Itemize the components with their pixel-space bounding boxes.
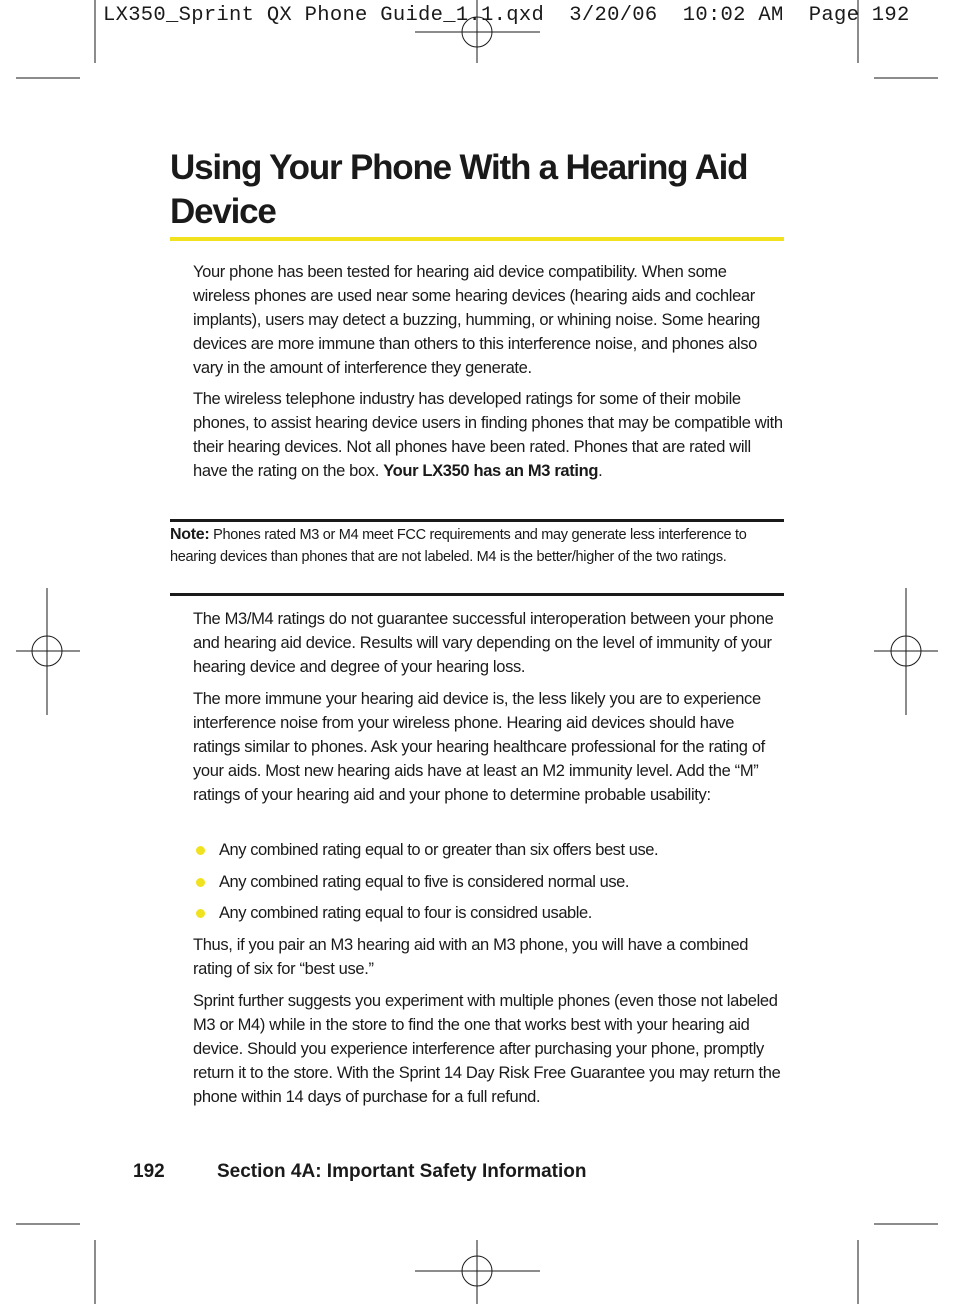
bullet-dot-icon — [196, 846, 205, 855]
bullet-dot-icon — [196, 909, 205, 918]
slug-page-label: Page 192 — [808, 4, 910, 27]
paragraph-m3-m4-ratings: The M3/M4 ratings do not guarantee successful interoperation between your phone and hearing aid device. Results will vary depending on the level of immunity of your hearing device and degree of your hearing loss. — [193, 610, 774, 676]
registration-target-top — [415, 0, 540, 63]
paragraph-ratings-end: . — [598, 462, 603, 480]
paragraph-immunity: The more immune your hearing aid device is, the less likely you are to experience interference noise from your wireless phone. Hearing aid devices should have ratings similar to phones. Ask your hearing healthcare professional for the rating of your aids. Most new hearing aids have at least an M2 immunity level. Add the “M” ratings of your hearing aid and your phone to determine probable usability: — [193, 690, 765, 804]
bullet-text: Any combined rating equal to four is considred usable. — [219, 904, 592, 922]
paragraph-ratings — [193, 387, 785, 483]
note-text: Phones rated M3 or M4 meet FCC requirements and may generate less interference to hearing devices than phones that are not labeled. M4 is the better/higher of the two ratings. — [170, 527, 747, 565]
registration-target-bottom — [415, 1240, 540, 1304]
paragraph-compatibility: Your phone has been tested for hearing aid device compatibility. When some wireless phones are used near some hearing devices (hearing aids and cochlear implants), users may detect a buzzing, humming, or whining noise. Some hearing devices are more immune than others to this interference noise, and phones also vary in the amount of interference they generate. — [193, 263, 760, 377]
bullet-text: Any combined rating equal to five is considered normal use. — [219, 872, 630, 891]
lx350-rating-highlight: Your LX350 has an M3 rating — [383, 462, 599, 480]
paragraph-pairing-example: Thus, if you pair an M3 hearing aid with an M3 phone, you will have a combined rating of six for “best use.” — [193, 936, 749, 978]
section-title: Section 4A: Important Safety Information — [217, 1161, 587, 1182]
title-underline — [170, 237, 784, 241]
page-title-line-1: Using Your Phone With a Hearing Aid — [170, 148, 748, 187]
registration-target-left — [16, 588, 80, 715]
note-bottom-rule — [170, 593, 784, 596]
page-title-line-2: Device — [170, 192, 276, 231]
registration-target-right — [874, 588, 938, 715]
note-box — [170, 524, 770, 568]
page-footer — [133, 1159, 587, 1185]
note-top-rule — [170, 519, 784, 522]
paragraph-ratings-text: The wireless telephone industry has developed ratings for some of their mobile phones, to assist hearing device users in finding phones that may be compatible with their hearing devices. Not all phones have been rated. Phones that are rated will have the rating on the box. — [193, 390, 783, 480]
list-item — [193, 901, 785, 933]
paragraph-sprint-guarantee: Sprint further suggests you experiment with multiple phones (even those not labeled M3 or M4) while in the store to find the one that works best with your hearing aid device. Should you experience interference after purchasing your phone, promptly return it to the store. With the Sprint 14 Day Risk Free Guarantee you may return the phone within 14 days of purchase for a full refund. — [193, 992, 781, 1106]
bullet-text: Any combined rating equal to or greater than six offers best use. — [219, 841, 659, 859]
page-title — [170, 146, 790, 234]
list-item — [193, 838, 785, 870]
bullet-dot-icon — [196, 878, 205, 887]
usability-bullet-list — [193, 838, 785, 933]
list-item — [193, 870, 785, 902]
note-label: Note: — [170, 526, 210, 543]
slug-filename: LX350_Sprint QX Phone Guide_1.1.qxd — [103, 4, 545, 27]
slug-date: 3/20/06 — [569, 4, 658, 27]
page-number: 192 — [133, 1161, 165, 1182]
slug-time: 10:02 AM — [682, 4, 784, 27]
